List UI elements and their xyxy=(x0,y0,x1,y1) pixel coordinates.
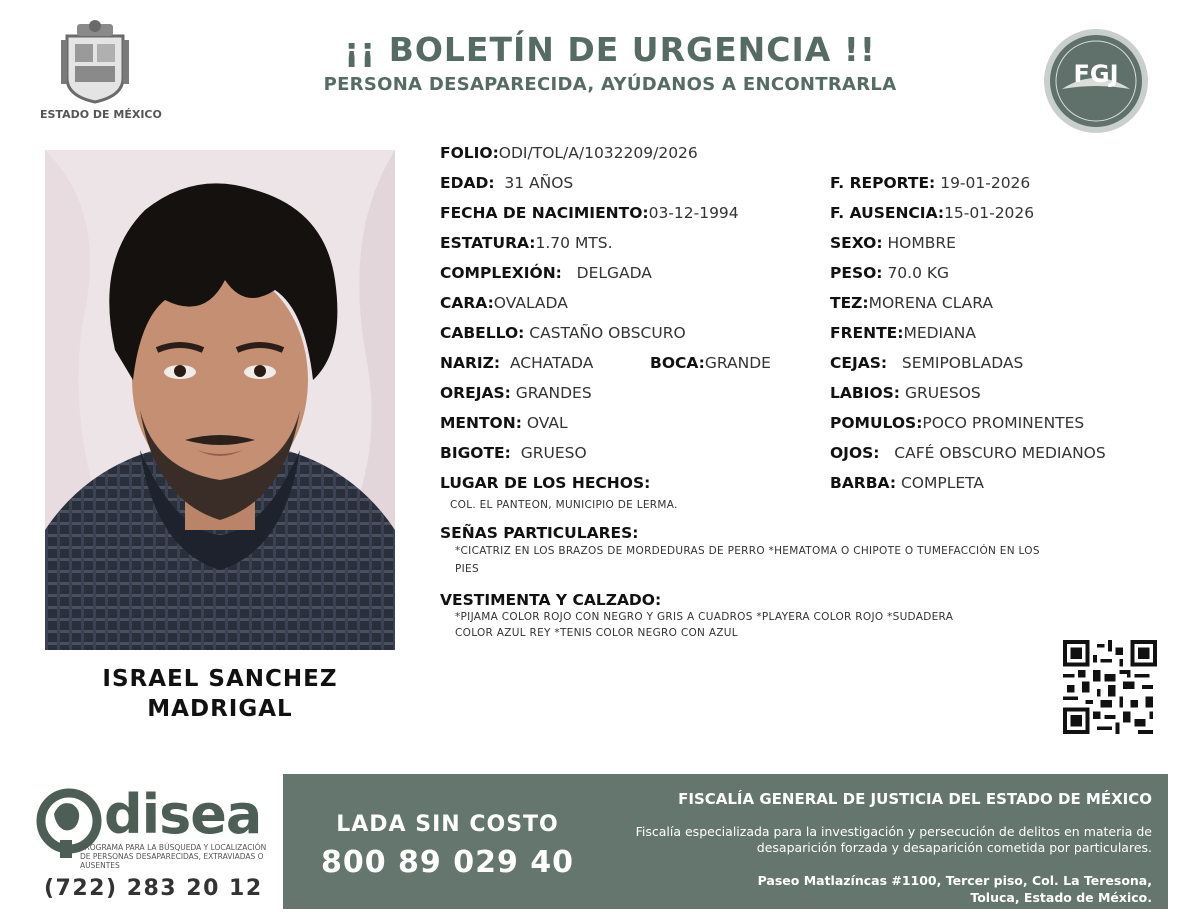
senas-line2: PIES xyxy=(455,563,479,575)
field-tez-label: TEZ: xyxy=(830,294,869,312)
field-orejas-value: GRANDES xyxy=(515,384,592,402)
field-estatura xyxy=(440,234,613,252)
person-name xyxy=(45,664,395,724)
odisea-description: PROGRAMA PARA LA BÚSQUEDA Y LOCALIZACIÓN DE PERSONAS DESAPARECIDAS, EXTRAVIADAS O AUSENTES xyxy=(80,843,267,870)
field-barba-label: BARBA: xyxy=(830,474,897,492)
field-cejas-value: SEMIPOBLADAS xyxy=(901,354,1024,372)
vestimenta-label: VESTIMENTA Y CALZADO: xyxy=(440,591,662,609)
senas-label: SEÑAS PARTICULARES: xyxy=(440,524,639,542)
field-peso-label: PESO: xyxy=(830,264,883,282)
field-labios xyxy=(830,384,981,402)
field-bigote-label: BIGOTE: xyxy=(440,444,511,462)
field-sexo xyxy=(830,234,956,252)
field-cabello xyxy=(440,324,686,342)
field-f-reporte xyxy=(830,174,1030,192)
field-ojos xyxy=(830,444,1106,462)
field-folio xyxy=(440,144,698,162)
field-sexo-label: SEXO: xyxy=(830,234,883,252)
field-cejas xyxy=(830,354,1023,372)
fiscalia-address-line1: Paseo Matlazíncas #1100, Tercer piso, Col. La Teresona, xyxy=(757,873,1152,888)
field-fecha-nacimiento-label: FECHA DE NACIMIENTO: xyxy=(440,204,649,222)
fiscalia-address-line2: Toluca, Estado de México. xyxy=(970,890,1152,905)
field-complexion xyxy=(440,264,652,282)
field-nariz-label: NARIZ: xyxy=(440,354,501,372)
person-photo xyxy=(45,150,395,650)
field-nariz xyxy=(440,354,593,372)
field-f-ausencia xyxy=(830,204,1034,222)
field-edad-value: 31 AÑOS xyxy=(504,174,574,192)
field-orejas xyxy=(440,384,592,402)
field-folio-label: FOLIO: xyxy=(440,144,499,162)
field-fecha-nacimiento-value: 03-12-1994 xyxy=(648,204,739,222)
field-barba xyxy=(830,474,984,492)
field-edad-label: EDAD: xyxy=(440,174,495,192)
lugar-label: LUGAR DE LOS HECHOS: xyxy=(440,474,651,492)
field-f-ausencia-value: 15-01-2026 xyxy=(944,204,1035,222)
senas-line1: *CICATRIZ EN LOS BRAZOS DE MORDEDURAS DE PERRO *HEMATOMA O CHIPOTE O TUMEFACCIÓN EN LOS xyxy=(455,545,1040,557)
field-orejas-label: OREJAS: xyxy=(440,384,511,402)
field-folio-value: ODI/TOL/A/1032209/2026 xyxy=(498,144,698,162)
field-complexion-label: COMPLEXIÓN: xyxy=(440,264,562,282)
odisea-wordmark: disea xyxy=(104,783,262,846)
qr-code-icon xyxy=(1063,640,1157,734)
field-pomulos-value: POCO PROMINENTES xyxy=(922,414,1085,432)
field-boca-label: BOCA: xyxy=(650,354,705,372)
field-peso xyxy=(830,264,949,282)
field-f-reporte-label: F. REPORTE: xyxy=(830,174,936,192)
field-estatura-value: 1.70 MTS. xyxy=(535,234,613,252)
field-frente-label: FRENTE: xyxy=(830,324,904,342)
field-nariz-value: ACHATADA xyxy=(509,354,594,372)
fiscalia-address xyxy=(592,872,1152,906)
fiscalia-title: FISCALÍA GENERAL DE JUSTICIA DEL ESTADO DE MÉXICO xyxy=(678,790,1152,808)
estado-label: ESTADO DE MÉXICO xyxy=(40,108,162,121)
field-boca-value: GRANDE xyxy=(704,354,771,372)
field-ojos-label: OJOS: xyxy=(830,444,880,462)
senas-text xyxy=(455,542,1145,578)
lada-phone-number[interactable]: 800 89 029 40 xyxy=(320,845,575,880)
field-menton-label: MENTON: xyxy=(440,414,522,432)
field-menton-value: OVAL xyxy=(526,414,568,432)
fiscalia-description: Fiscalía especializada para la investigación y persecución de delitos en materia de desaparición forzada y desaparición cometida por particulares. xyxy=(635,824,1152,855)
vestimenta-text xyxy=(455,609,1145,641)
field-pomulos xyxy=(830,414,1084,432)
svg-text:FGJ: FGJ xyxy=(1073,60,1119,88)
page-subtitle: PERSONA DESAPARECIDA, AYÚDANOS A ENCONTRARLA xyxy=(323,74,897,95)
vestimenta-line1: *PIJAMA COLOR ROJO CON NEGRO Y GRIS A CUADROS *PLAYERA COLOR ROJO *SUDADERA xyxy=(455,611,954,623)
field-bigote xyxy=(440,444,587,462)
person-portrait-image xyxy=(45,150,395,650)
field-tez-value: MORENA CLARA xyxy=(868,294,994,312)
field-tez xyxy=(830,294,993,312)
field-cara xyxy=(440,294,568,312)
person-name-line2: MADRIGAL xyxy=(147,696,293,722)
field-menton xyxy=(440,414,568,432)
field-f-ausencia-label: F. AUSENCIA: xyxy=(830,204,945,222)
page-title: ¡¡ BOLETÍN DE URGENCIA !! xyxy=(344,30,876,69)
field-frente xyxy=(830,324,976,342)
field-f-reporte-value: 19-01-2026 xyxy=(940,174,1031,192)
field-fecha-nacimiento xyxy=(440,204,739,222)
field-peso-value: 70.0 KG xyxy=(887,264,950,282)
lada-sin-costo-title: LADA SIN COSTO xyxy=(336,812,559,837)
field-pomulos-label: POMULOS: xyxy=(830,414,923,432)
field-estatura-label: ESTATURA: xyxy=(440,234,536,252)
odisea-phone[interactable]: (722) 283 20 12 xyxy=(44,876,263,901)
vestimenta-line2: COLOR AZUL REY *TENIS COLOR NEGRO CON AZUL xyxy=(455,627,738,639)
field-labios-label: LABIOS: xyxy=(830,384,900,402)
field-boca xyxy=(650,354,771,372)
field-barba-value: COMPLETA xyxy=(900,474,985,492)
field-cabello-value: CASTAÑO OBSCURO xyxy=(529,324,686,342)
field-bigote-value: GRUESO xyxy=(520,444,587,462)
lugar-value: COL. EL PANTEON, MUNICIPIO DE LERMA. xyxy=(450,499,678,511)
field-labios-value: GRUESOS xyxy=(904,384,981,402)
field-edad xyxy=(440,174,573,192)
person-name-line1: ISRAEL SANCHEZ xyxy=(102,666,338,692)
fgj-seal-icon xyxy=(1042,27,1150,135)
estado-de-mexico-logo xyxy=(40,18,162,128)
field-ojos-value: CAFÉ OBSCURO MEDIANOS xyxy=(894,444,1106,462)
field-cejas-label: CEJAS: xyxy=(830,354,888,372)
field-complexion-value: DELGADA xyxy=(576,264,652,282)
field-cara-value: OVALADA xyxy=(493,294,568,312)
estado-coat-of-arms-icon xyxy=(55,18,135,104)
field-frente-value: MEDIANA xyxy=(903,324,976,342)
field-sexo-value: HOMBRE xyxy=(887,234,956,252)
field-cabello-label: CABELLO: xyxy=(440,324,525,342)
field-cara-label: CARA: xyxy=(440,294,494,312)
